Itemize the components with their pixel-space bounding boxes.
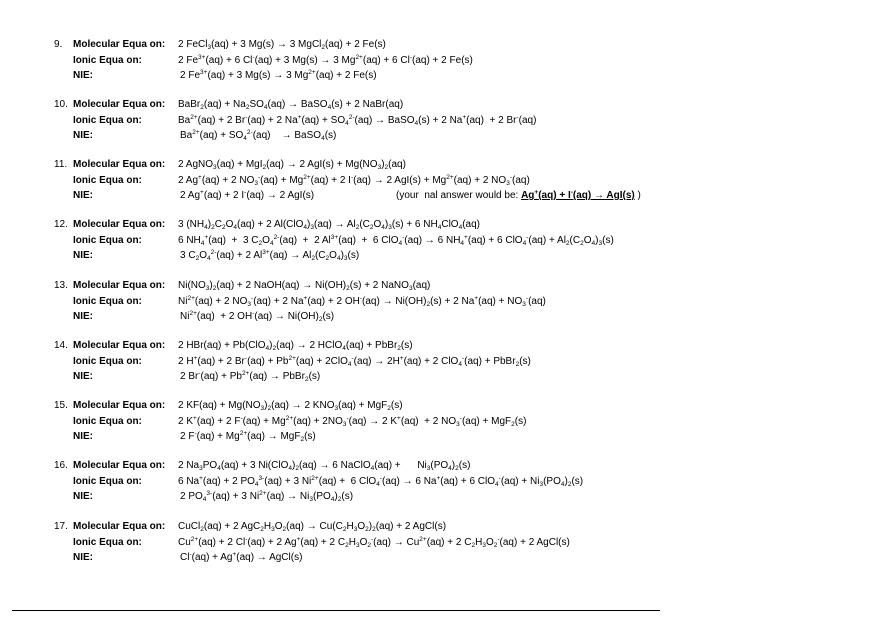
- equation-text: $Ba^{2+}(aq) + 2$ Br-(aq) + 2 $Na^+(aq) + SO_4^{2-}(aq)$ → BaSO$_4$(s) + 2 Na+(aq) + 2 Br-(aq): [178, 113, 537, 127]
- equation-text: 2 $F^-(aq) + Mg^{2+}(aq) \to MgF_2(s)$: [180, 430, 316, 443]
- equation-label: NIE:: [73, 431, 93, 442]
- equation-text: 3 $C_2O_4^{2-}(aq) + 2$ $Al^{3+}(aq) \to Al_2(C_2O_4)_3(s)$: [180, 249, 360, 262]
- equation-text: 6 Na+(aq) + 2 $PO_4^{3-}(aq) + 3$ $Ni^{2+}(aq) + 6$ ClO$_4$-(aq) → 6 Na+(aq) + 6 $ClO_4^-(aq) + Ni_3(PO_4)_2(s)$: [178, 474, 584, 488]
- equation-text: 2 FeCl$_3$(aq) + 3 Mg(s) → 3 MgCl$_2$(aq) + 2 Fe(s): [178, 39, 386, 51]
- equation-label: Ionic Equa on:: [73, 114, 142, 126]
- equation-label: NIE:: [73, 130, 93, 141]
- equation-text: Cl-(aq) + Ag+(aq) → AgCl(s): [180, 551, 303, 563]
- equation-text: 2 K+(aq) + 2 $F^-(aq) + Mg^{2+}(aq) + 2NO_3^-(aq) \to 2$ K+(aq) + 2 $NO_3^-(aq) + MgF_2(s)$: [178, 414, 527, 428]
- equation-label: Ionic Equa on:: [73, 475, 142, 487]
- equation-text: 2 AgNO$_3$(aq) + MgI$_2$(aq) → 2 $AgI(s) + Mg(NO_3)_2(aq)$: [178, 159, 406, 171]
- equation-text: 2 H+(aq) + 2 $Br^-(aq) + Pb^{2+}(aq) + 2ClO_4^-(aq) \to 2H^+(aq) + 2$ ClO$_4$-(aq) + PbBr$_2$(s): [178, 354, 531, 368]
- problem-number: 9.: [54, 39, 63, 50]
- equation-label: Ionic Equa on:: [73, 54, 142, 66]
- equation-text: 2 Ag+(aq) + 2 I-(aq) → 2 AgI(s): [180, 189, 315, 201]
- equation-text: 2 $Br^-(aq) + Pb^{2+}(aq)$ → PbBr$_2$(s): [180, 370, 321, 383]
- final-answer-note: (your nal answer would be: Ag+(aq) + I-(aq) → AgI(s) ): [396, 189, 641, 201]
- problem-number: 17.: [54, 521, 68, 532]
- equation-text: $Ni(NO_3)_2(aq) + 2$ NaOH(aq) → $Ni(OH)_2(s) + 2$ NaNO$_3$(aq): [178, 280, 431, 292]
- equation-label: Ionic Equa on:: [73, 415, 142, 427]
- equation-label: Molecular Equa on:: [73, 219, 166, 230]
- equation-label: Molecular Equa on:: [73, 159, 166, 170]
- equation-text: 2 $PO_4^{3-}(aq) + 3$ $Ni^{2+}(aq) \to Ni_3(PO_4)_2(s)$: [180, 490, 354, 503]
- equation-label: Ionic Equa on:: [73, 295, 142, 307]
- equation-label: Ionic Equa on:: [73, 234, 142, 246]
- equation-text: 2 $KF(aq) + Mg(NO_3)_2(aq) \to 2$ $KNO_3(aq) + MgF_2(s)$: [178, 400, 403, 412]
- equation-text: 2 $Fe^{3+}(aq) + 6$ Cl-(aq) + 3 Mg(s) → 3 $Mg^{2+}(aq) + 6$ Cl-(aq) + 2 Fe(s): [178, 53, 473, 66]
- equation-text: 3 $(NH_4)_2C_2O_4(aq) + 2$ $Al(ClO_4)_3(aq) \to Al_2(C_2O_4)_3(s) + 6$ $NH_4ClO_4(aq)$: [178, 219, 480, 231]
- equation-label: NIE:: [73, 491, 93, 502]
- problem-number: 10.: [54, 99, 68, 110]
- bottom-rule: [12, 610, 660, 611]
- equation-label: NIE:: [73, 250, 93, 261]
- equation-label: Molecular Equa on:: [73, 460, 166, 471]
- equation-label: Molecular Equa on:: [73, 521, 166, 532]
- equation-label: Ionic Equa on:: [73, 355, 142, 367]
- equation-label: NIE:: [73, 311, 93, 322]
- equation-text: $Ni^{2+}(aq) + 2$ $OH^-(aq) \to Ni(OH)_2(s)$: [180, 310, 335, 323]
- problem-number: 12.: [54, 219, 68, 230]
- problem-number: 15.: [54, 400, 68, 411]
- problem-number: 11.: [54, 159, 68, 170]
- equation-text: 2 Ag+(aq) + 2 $NO_3^-(aq) + Mg^{2+}(aq) + 2$ I-(aq) → 2 $AgI(s) + Mg^{2+}(aq) + 2$ $NO_3^-(aq)$: [178, 173, 530, 187]
- equation-label: NIE:: [73, 552, 93, 563]
- problem-number: 14.: [54, 340, 68, 351]
- equation-label: Molecular Equa on:: [73, 400, 166, 411]
- equation-label: NIE:: [73, 371, 93, 382]
- equation-label: Ionic Equa on:: [73, 536, 142, 548]
- problem-number: 13.: [54, 280, 68, 291]
- equation-text: $Ba^{2+}(aq) + SO_4^{2-}(aq)$ → BaSO$_4$(s): [180, 129, 337, 142]
- equation-label: Molecular Equa on:: [73, 99, 166, 110]
- equation-label: Ionic Equa on:: [73, 174, 142, 186]
- equation-text: $Cu^{2+}(aq) + 2$ Cl-(aq) + 2 Ag+(aq) + 2 $C_2H_3O_2^-(aq) \to Cu^{2+}(aq) + 2$ $C_2H_3O_2^-(aq) + 2$ AgCl(s): [178, 535, 570, 549]
- equation-label: NIE:: [73, 70, 93, 81]
- equation-text: 2 $HBr(aq) + Pb(ClO_4)_2(aq) \to 2$ HClO$_4$(aq) + PbBr$_2$(s): [178, 340, 413, 352]
- equation-text: 6 $NH_4^+(aq) + 3$ $C_2O_4^{2-}(aq) + 2$ $Al^{3+}(aq) + 6$ ClO$_4$-(aq) → 6 $NH_4^+(aq) + 6$ $ClO_4^-(aq) + Al_2(C_2O_4)_3(s)$: [178, 233, 614, 247]
- equation-text: 2 $Na_3PO_4(aq) + 3$ $Ni(ClO_4)_2(aq) \to 6$ NaClO$_4$(aq) + $Ni_3(PO_4)_2(s)$: [178, 460, 471, 472]
- problem-number: 16.: [54, 460, 68, 471]
- equation-label: Molecular Equa on:: [73, 340, 166, 351]
- equation-label: Molecular Equa on:: [73, 39, 166, 50]
- equation-text: CuCl$_2$(aq) + 2 $AgC_2H_3O_2(aq) \to Cu(C_2H_3O_2)_2(aq) + 2$ AgCl(s): [178, 521, 447, 533]
- equation-label: Molecular Equa on:: [73, 280, 166, 291]
- equation-text: BaBr$_2$(aq) + $Na_2SO_4(aq)$ → BaSO$_4$(s) + 2 NaBr(aq): [178, 99, 404, 111]
- equation-text: 2 $Fe^{3+}(aq) + 3$ Mg(s) → 3 $Mg^{2+}(aq) + 2$ Fe(s): [180, 69, 377, 81]
- equation-text: $Ni^{2+}(aq) + 2$ $NO_3^-(aq) + 2$ Na+(aq) + 2 $OH^-(aq) \to Ni(OH)_2(s) + 2$ $Na^+(aq) + NO_3^-(aq)$: [178, 294, 546, 308]
- equation-label: NIE:: [73, 190, 93, 201]
